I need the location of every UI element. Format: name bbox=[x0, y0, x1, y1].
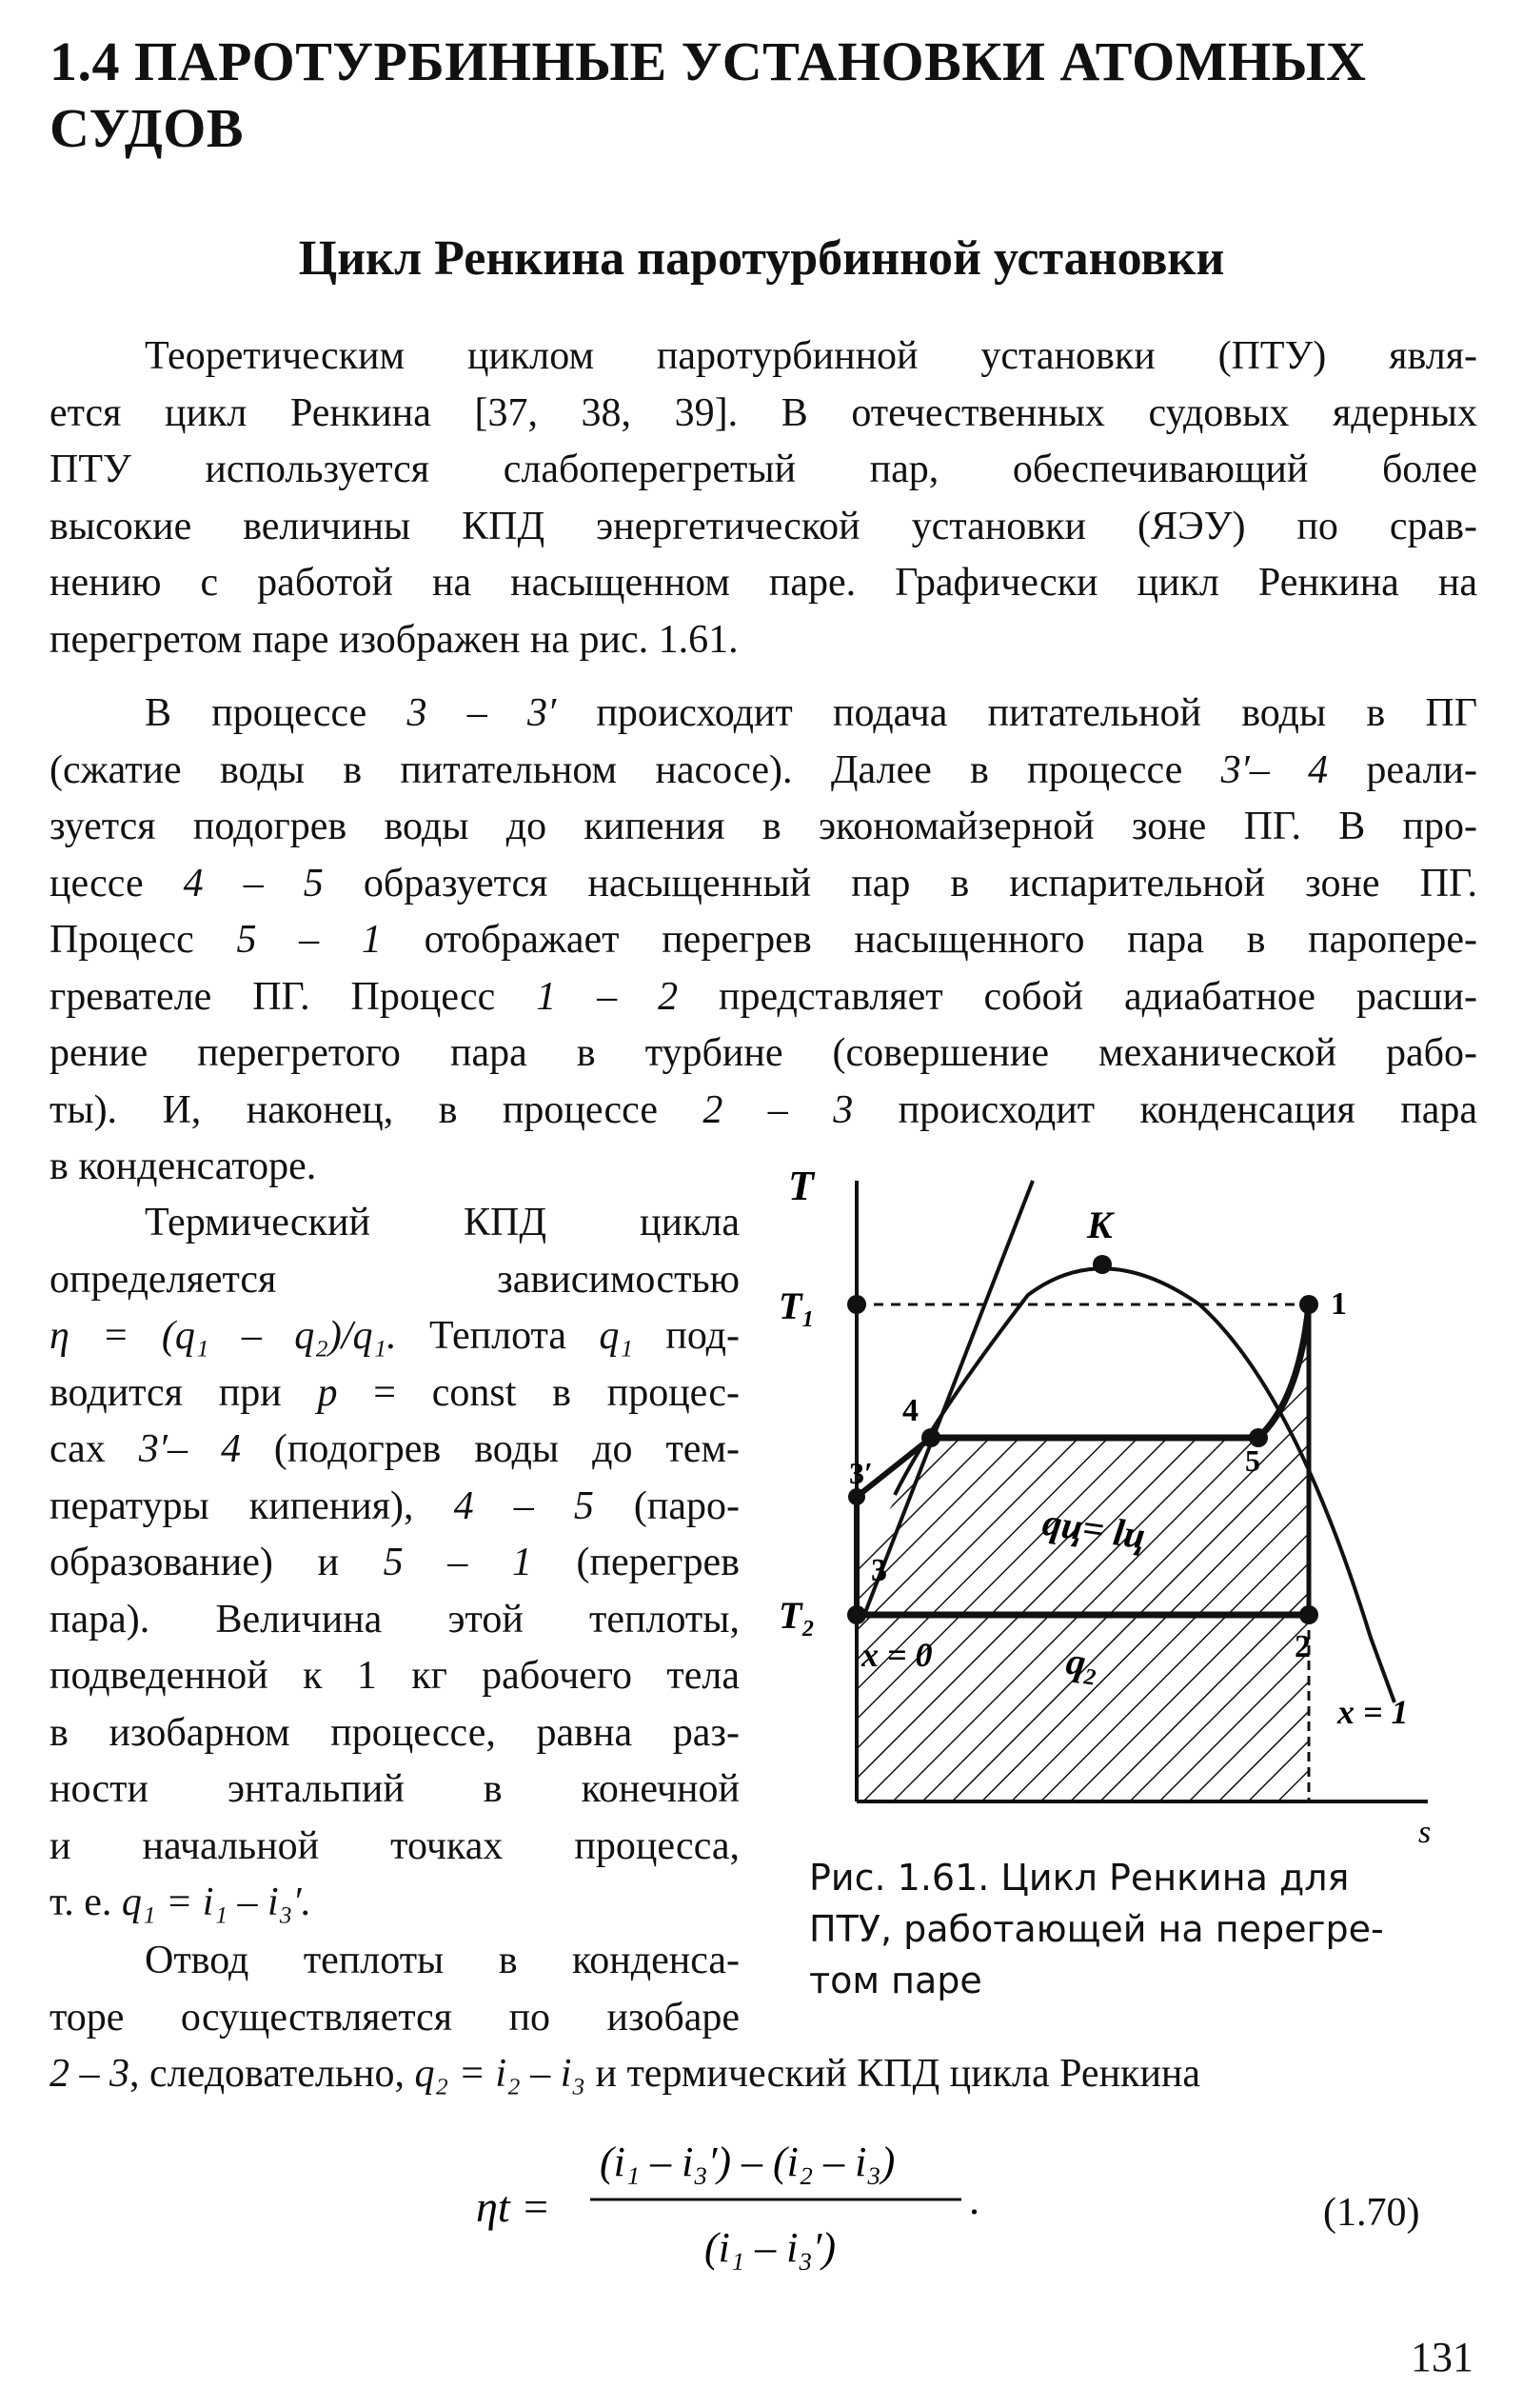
figure-caption-line: том паре bbox=[809, 1960, 982, 2001]
paragraph-3-line: образование) и 5 – 1 (перегрев bbox=[49, 1541, 740, 1584]
paragraph-3-line: и начальной точках процесса, bbox=[49, 1823, 740, 1868]
paragraph-3-line: пара). Величина этой теплоты, bbox=[49, 1597, 740, 1642]
paragraph-4-line: торе осуществляется по изобаре bbox=[49, 1995, 740, 2040]
paragraph-3-line: определяется зависимостью bbox=[49, 1257, 740, 1302]
label-x1: x = 1 bbox=[1337, 1693, 1409, 1731]
label-point-5: 5 bbox=[1245, 1443, 1260, 1478]
label-qc-lc: qц= lц bbox=[1039, 1500, 1149, 1558]
paragraph-3-line: пературы кипения), 4 – 5 (паро- bbox=[49, 1483, 741, 1528]
axis-s-label: s bbox=[1418, 1815, 1432, 1847]
page-number: 131 bbox=[1411, 2334, 1474, 2380]
paragraph-3-line: сах 3′– 4 (подогрев воды до тем- bbox=[49, 1427, 741, 1471]
paragraph-2-line: цессе 4 – 5 образуется насыщенный пар в испарительной зоне ПГ. bbox=[49, 861, 1478, 905]
axis-T-label: T bbox=[788, 1163, 814, 1209]
label-point-3: 3 bbox=[871, 1553, 887, 1588]
section-title-line1: 1.4 ПАРОТУРБИННЫЕ УСТАНОВКИ АТОМНЫХ bbox=[49, 30, 1367, 92]
figure-caption-line: ПТУ, работающей на перегре- bbox=[809, 1908, 1384, 1950]
paragraph-2-line: зуется подогрев воды до кипения в экономайзерной зоне ПГ. В про- bbox=[49, 805, 1477, 848]
formula-denominator: (i₁ – i₃′) bbox=[704, 2224, 836, 2271]
figure-caption bbox=[809, 1852, 1456, 2006]
paragraph-2-line: гревателе ПГ. Процесс 1 – 2 представляет собой адиабатное расши- bbox=[49, 974, 1477, 1019]
point-4 bbox=[921, 1428, 940, 1447]
label-q2: q₂ bbox=[1063, 1639, 1102, 1686]
label-point-1: 1 bbox=[1331, 1286, 1347, 1322]
paragraph-3-line: подведенной к 1 кг рабочего тела bbox=[49, 1654, 740, 1698]
label-point-4: 4 bbox=[902, 1393, 919, 1428]
paragraph-4-line: Отвод теплоты в конденса- bbox=[145, 1939, 740, 1982]
paragraph-2-line: ты). И, наконец, в процессе 2 – 3 происходит конденсация пара bbox=[49, 1087, 1477, 1132]
figure-caption-line: Рис. 1.61. Цикл Ренкина для bbox=[809, 1857, 1350, 1899]
paragraph-2-line: Процесс 5 – 1 отображает перегрев насыщенного пара в пароперe- bbox=[49, 918, 1478, 962]
ts-diagram bbox=[762, 1162, 1475, 1847]
label-T1: T₁ bbox=[779, 1284, 816, 1327]
paragraph-3-line: Термический КПД цикла bbox=[145, 1201, 740, 1244]
point-T1 bbox=[847, 1295, 866, 1314]
label-T2: T₂ bbox=[779, 1594, 816, 1637]
paragraph-1-line: ПТУ используется слабоперегретый пар, обеспечивающий более bbox=[49, 448, 1477, 491]
point-3prime bbox=[848, 1488, 865, 1505]
paragraph-2-line: (сжатие воды в питательном насосе). Далее в процессе 3′– 4 реали- bbox=[49, 747, 1477, 792]
formula-numerator: (i₁ – i₃′) – (i₂ – i₃) bbox=[600, 2139, 896, 2185]
paragraph-3-line: водится при p = const в процес- bbox=[49, 1370, 740, 1415]
formula-lhs: ηt = bbox=[476, 2182, 551, 2231]
paragraph-1-line: нению с работой на насыщенном паре. Графически цикл Ренкина на bbox=[49, 561, 1477, 605]
paragraph-2-line: в конденсаторе. bbox=[49, 1144, 317, 1188]
paragraph-1-line: ется цикл Ренкина [37, 38, 39]. В отечественных судовых ядерных bbox=[49, 390, 1477, 435]
paragraph-2 bbox=[49, 686, 1477, 1196]
point-2 bbox=[1299, 1605, 1318, 1624]
paragraph-2-line: В процессе 3 – 3′ происходит подача питательной воды в ПГ bbox=[145, 691, 1477, 735]
point-1 bbox=[1299, 1295, 1318, 1314]
label-point-2: 2 bbox=[1295, 1629, 1311, 1664]
paragraph-3-line: т. е. q₁ = i₁ – i₃′. bbox=[49, 1881, 312, 1924]
formula-end-dot: . bbox=[969, 2177, 979, 2223]
paragraph-1-line: высокие величины КПД энергетической установки (ЯЭУ) по срав- bbox=[49, 504, 1477, 548]
paragraph-3-line: в изобарном процессе, равна раз- bbox=[49, 1710, 740, 1755]
point-K bbox=[1093, 1255, 1112, 1274]
label-x0: x = 0 bbox=[861, 1636, 933, 1674]
paragraph-4-last-line bbox=[49, 2046, 1477, 2103]
label-point-3prime: 3′ bbox=[849, 1456, 873, 1490]
paragraph-1-line: Теоретическим циклом паротурбинной установки (ПТУ) явля- bbox=[145, 334, 1477, 378]
paragraph-1-line: перегретом паре изображен на рис. 1.61. bbox=[49, 617, 739, 662]
paragraph-3-line: η = (q₁ – q₂)/q₁. Теплота q₁ под- bbox=[49, 1314, 741, 1358]
label-K: K bbox=[1087, 1204, 1113, 1246]
point-3 bbox=[847, 1605, 866, 1624]
paragraph-4 bbox=[49, 1933, 740, 2046]
section-title bbox=[49, 29, 1477, 162]
equation-number: (1.70) bbox=[1323, 2191, 1420, 2235]
paragraph-4-line: 2 – 3, следовательно, q₂ = i₂ – i₃ и термический КПД цикла Ренкина bbox=[49, 2052, 1201, 2096]
paragraph-2-line: рение перегретого пара в турбине (совершение механической рабо- bbox=[49, 1031, 1477, 1075]
paragraph-1 bbox=[49, 328, 1477, 668]
formula-1-70 bbox=[0, 2119, 1523, 2299]
subsection-title: Цикл Ренкина паротурбинной установки bbox=[298, 231, 1225, 286]
paragraph-3-line: ности энтальпий в конечной bbox=[49, 1767, 740, 1811]
section-title-line2: СУДОВ bbox=[49, 97, 245, 159]
paragraph-3 bbox=[49, 1195, 740, 1932]
